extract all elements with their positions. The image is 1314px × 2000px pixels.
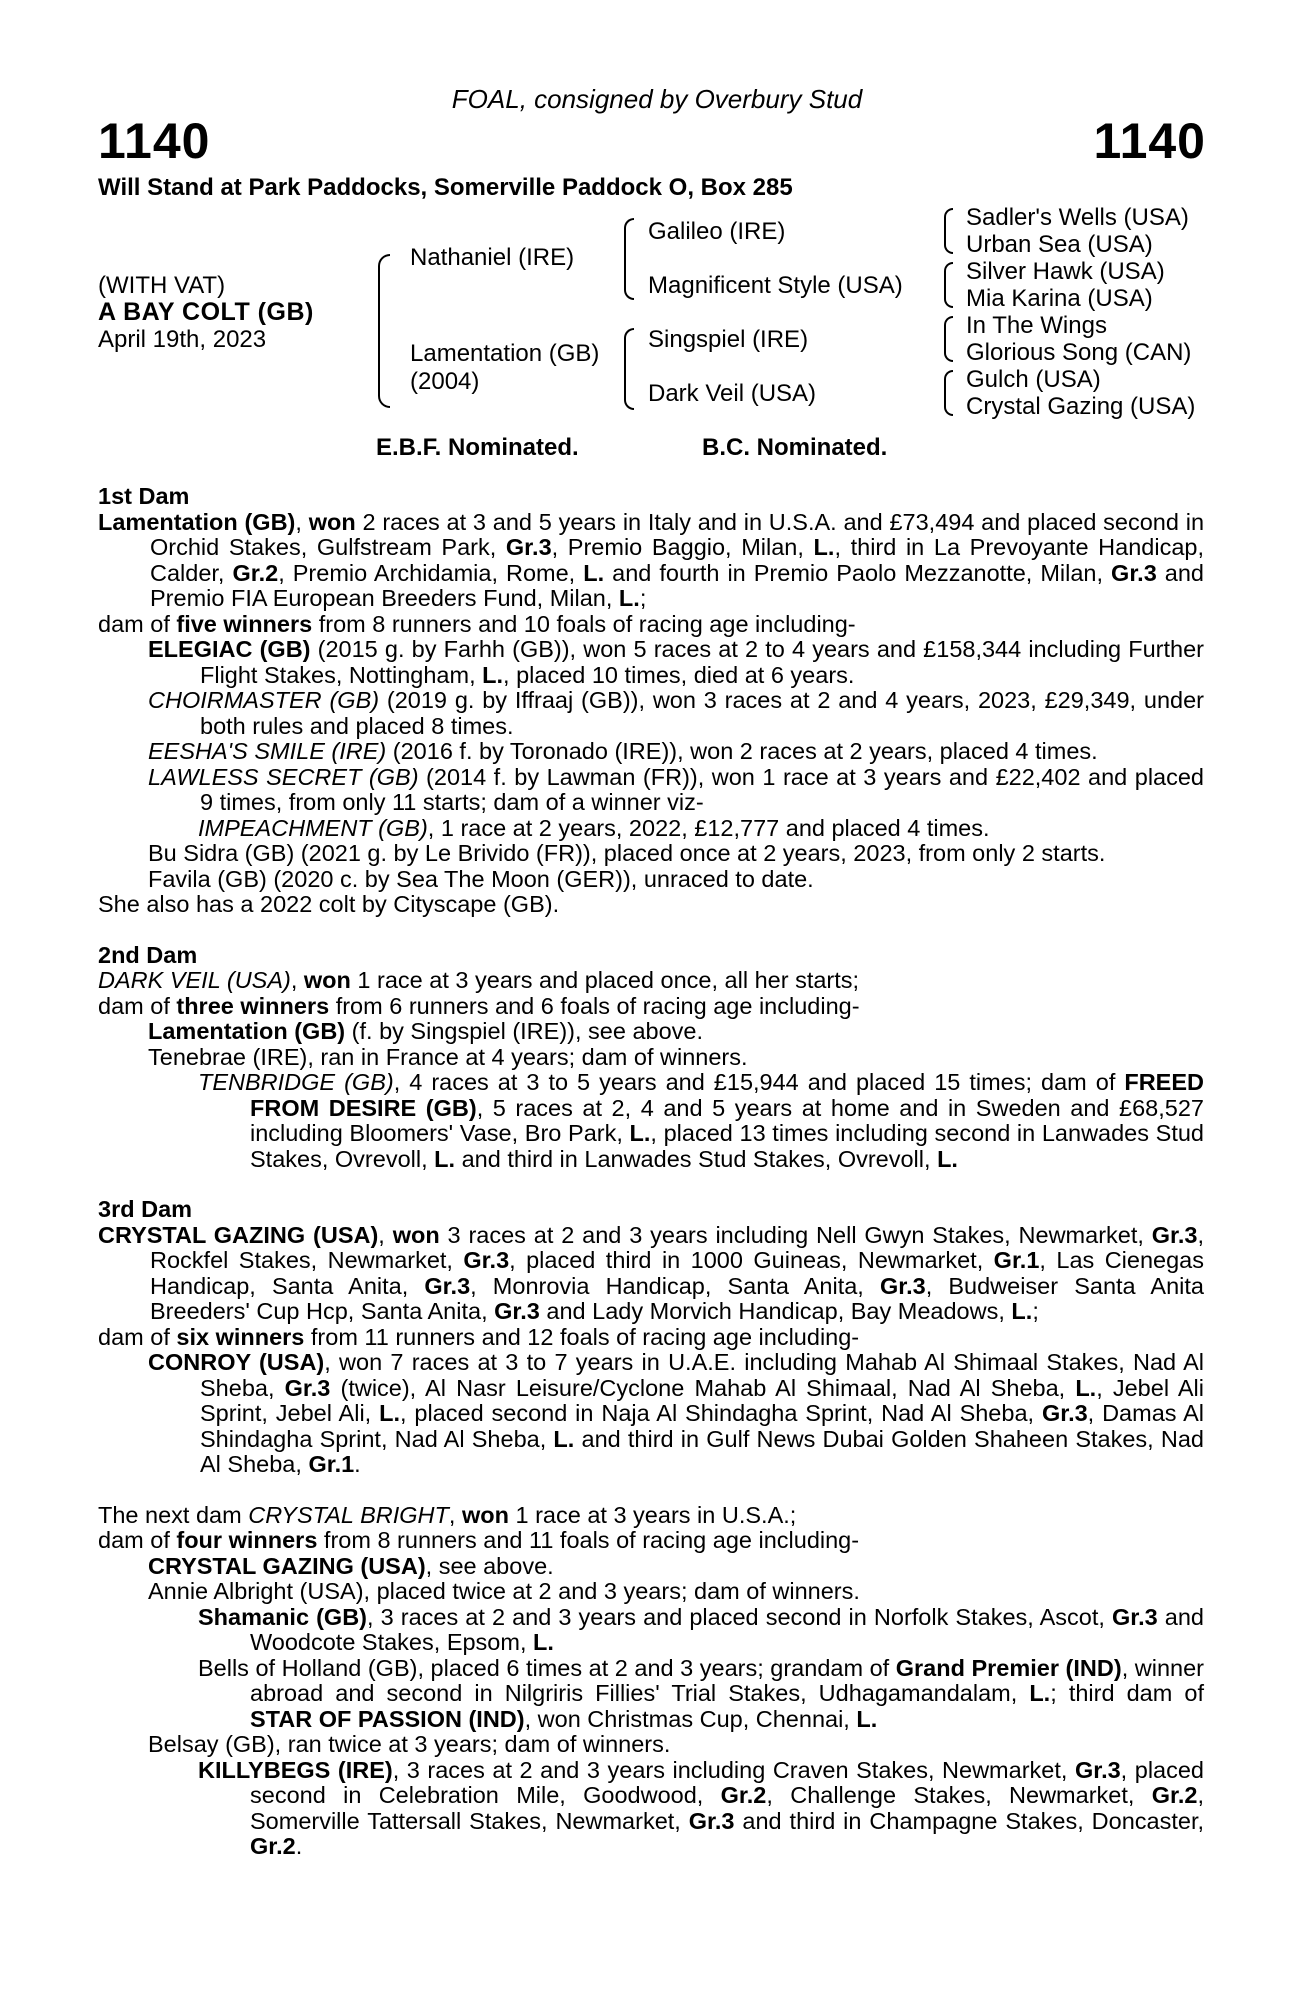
pedigree-brace-sire xyxy=(624,218,634,300)
second-dam-produce-lamentation: Lamentation (GB) (f. by Singspiel (IRE)), see above. xyxy=(148,1018,704,1044)
section-heading-3rd-dam: 3rd Dam xyxy=(98,1196,193,1222)
section-heading-2nd-dam: 2nd Dam xyxy=(98,941,198,968)
produce-eeshas-smile: EESHA'S SMILE (IRE) (2016 f. by Toronado (IRE)), won 2 races at 2 years, placed 4 times. xyxy=(148,738,1098,764)
catalogue-body xyxy=(98,484,1204,1860)
pedigree-gg4: Mia Karina (USA) xyxy=(966,285,1153,312)
vat-note: (WITH VAT) xyxy=(98,272,226,299)
pedigree-brace-g2 xyxy=(944,262,953,308)
lot-number-right: 1140 xyxy=(1093,113,1206,169)
next-dam-produce-belsay: Belsay (GB), ran twice at 3 years; dam of winners. xyxy=(148,1731,671,1757)
first-dam-record: Lamentation (GB), won 2 races at 3 and 5 years in Italy and in U.S.A. and £73,494 and placed second in Orchid Stakes, Gulfstream Park, Gr.3, Premio Baggio, Milan, L., third in La Prevoyante Handicap, Calder, Gr.2, Premio Archidamia, Rome, L. and fourth in Premio Paolo Mezzanotte, Milan, Gr.3 and Premio FIA European Breeders Fund, Milan, L.; xyxy=(98,508,1205,611)
pedigree-brace-g1 xyxy=(944,208,953,254)
produce-lawless-secret: LAWLESS SECRET (GB) (2014 f. by Lawman (FR)), won 1 race at 3 years and £22,402 and placed 9 times, from only 11 starts; dam of a winner viz- xyxy=(148,763,1204,815)
pedigree-gg3: Silver Hawk (USA) xyxy=(966,258,1165,285)
pedigree-brace-dam xyxy=(624,328,634,410)
annie-produce-bells-of-holland: Bells of Holland (GB), placed 6 times at 2 and 3 years; grandam of Grand Premier (IND), winner abroad and second in Nilgriris Fillies' Trial Stakes, Udhagamandalam, L.; third dam of STAR OF PASSION (IND), won Christmas Cup, Chennai, L. xyxy=(198,1654,1204,1732)
pedigree-gg1: Sadler's Wells (USA) xyxy=(966,204,1189,231)
pedigree-gg7: Gulch (USA) xyxy=(966,366,1101,393)
pedigree-brace-g3 xyxy=(944,316,953,362)
third-dam-produce-summary: dam of six winners from 11 runners and 12 foals of racing age including- xyxy=(98,1323,860,1350)
pedigree-sire-dam: Magnificent Style (USA) xyxy=(648,272,903,299)
horse-name: A BAY COLT (GB) xyxy=(98,298,314,326)
pedigree-dam-year: (2004) xyxy=(410,368,480,395)
next-dam-produce-annie-albright: Annie Albright (USA), placed twice at 2 and 3 years; dam of winners. xyxy=(148,1578,860,1604)
pedigree-sire: Nathaniel (IRE) xyxy=(410,244,575,271)
pedigree-brace-g4 xyxy=(944,370,953,416)
belsay-produce-killybegs: KILLYBEGS (IRE), 3 races at 2 and 3 years including Craven Stakes, Newmarket, Gr.3, placed second in Celebration Mile, Goodwood, Gr.2, Challenge Stakes, Newmarket, Gr.2, Somerville Tattersall Stakes, Newmarket, Gr.3 and third in Champagne Stakes, Doncaster, Gr.2. xyxy=(198,1756,1204,1859)
second-dam-produce-tenebrae: Tenebrae (IRE), ran in France at 4 years; dam of winners. xyxy=(148,1043,748,1070)
pedigree-sire-sire: Galileo (IRE) xyxy=(648,218,786,245)
foaling-date: April 19th, 2023 xyxy=(98,326,267,353)
pedigree-dam-dam: Dark Veil (USA) xyxy=(648,380,817,407)
stand-location: Will Stand at Park Paddocks, Somerville Paddock O, Box 285 xyxy=(98,174,793,201)
tenebrae-produce-tenbridge: TENBRIDGE (GB), 4 races at 3 to 5 years and £15,944 and placed 15 times; dam of FREED FROM DESIRE (GB), 5 races at 2, 4 and 5 years at home and in Sweden and £68,527 including Bloomers' Vase, Bro Park, L., placed 13 times including second in Lanwades Stud Stakes, Ovrevoll, L. and third in Lanwades Stud Stakes, Ovrevoll, L. xyxy=(198,1069,1205,1172)
lot-number-left: 1140 xyxy=(98,113,211,169)
bc-nomination: B.C. Nominated. xyxy=(702,434,888,461)
first-dam-produce-summary: dam of five winners from 8 runners and 10 foals of racing age including- xyxy=(98,610,856,637)
produce-favila: Favila (GB) (2020 c. by Sea The Moon (GER)), unraced to date. xyxy=(148,865,814,892)
pedigree-dam-sire: Singspiel (IRE) xyxy=(648,326,809,353)
second-dam-produce-summary: dam of three winners from 6 runners and 6 foals of racing age including- xyxy=(98,992,860,1019)
pedigree-gg6: Glorious Song (CAN) xyxy=(966,339,1192,366)
third-dam-record: CRYSTAL GAZING (USA), won 3 races at 2 and 3 years including Nell Gwyn Stakes, Newmarket, Gr.3, Rockfel Stakes, Newmarket, Gr.3, placed third in 1000 Guineas, Newmarket, Gr.1, Las Cienegas Handicap, Santa Anita, Gr.3, Monrovia Handicap, Santa Anita, Gr.3, Budweiser Santa Anita Breeders' Cup Hcp, Santa Anita, Gr.3 and Lady Morvich Handicap, Bay Meadows, L.; xyxy=(98,1221,1205,1324)
section-heading-1st-dam: 1st Dam xyxy=(98,483,190,509)
ebf-nomination: E.B.F. Nominated. xyxy=(376,434,579,461)
produce-2022-colt: She also has a 2022 colt by Cityscape (GB). xyxy=(98,891,560,917)
third-dam-produce-conroy: CONROY (USA), won 7 races at 3 to 7 years in U.A.E. including Mahab Al Shimaal Stakes, Nad Al Sheba, Gr.3 (twice), Al Nasr Leisure/Cyclone Mahab Al Shimaal, Nad Al Sheba, L., Jebel Ali Sprint, Jebel Ali, L., placed second in Naja Al Shindagha Sprint, Nad Al Sheba, Gr.3, Damas Al Shindagha Sprint, Nad Al Sheba, L. and third in Gulf News Dubai Golden Shaheen Stakes, Nad Al Sheba, Gr.1. xyxy=(148,1349,1204,1477)
next-dam-produce-crystal-gazing: CRYSTAL GAZING (USA), see above. xyxy=(148,1552,554,1579)
annie-produce-shamanic: Shamanic (GB), 3 races at 2 and 3 years and placed second in Norfolk Stakes, Ascot, Gr.3 and Woodcote Stakes, Epsom, L. xyxy=(198,1603,1204,1655)
pedigree-gg5: In The Wings xyxy=(966,312,1107,339)
next-dam-record: The next dam CRYSTAL BRIGHT, won 1 race at 3 years in U.S.A.; xyxy=(98,1501,797,1528)
pedigree-gg8: Crystal Gazing (USA) xyxy=(966,393,1196,420)
produce-elegiac: ELEGIAC (GB) (2015 g. by Farhh (GB)), won 5 races at 2 to 4 years and £158,344 including Further Flight Stakes, Nottingham, L., placed 10 times, died at 6 years. xyxy=(148,636,1204,688)
pedigree-dam: Lamentation (GB) xyxy=(410,340,600,367)
next-dam-produce-summary: dam of four winners from 8 runners and 11 foals of racing age including- xyxy=(98,1527,860,1553)
second-dam-record: DARK VEIL (USA), won 1 race at 3 years and placed once, all her starts; xyxy=(98,967,860,993)
produce-bu-sidra: Bu Sidra (GB) (2021 g. by Le Brivido (FR)), placed once at 2 years, 2023, from only 2 starts. xyxy=(148,840,1106,866)
pedigree-gg2: Urban Sea (USA) xyxy=(966,231,1153,258)
produce-impeachment: IMPEACHMENT (GB), 1 race at 2 years, 2022, £12,777 and placed 4 times. xyxy=(198,814,990,841)
consignor-line: FOAL, consigned by Overbury Stud xyxy=(451,84,863,114)
pedigree-brace-main xyxy=(378,254,390,408)
produce-choirmaster: CHOIRMASTER (GB) (2019 g. by Iffraaj (GB)), won 3 races at 2 and 4 years, 2023, £29,349, under both rules and placed 8 times. xyxy=(148,687,1204,739)
